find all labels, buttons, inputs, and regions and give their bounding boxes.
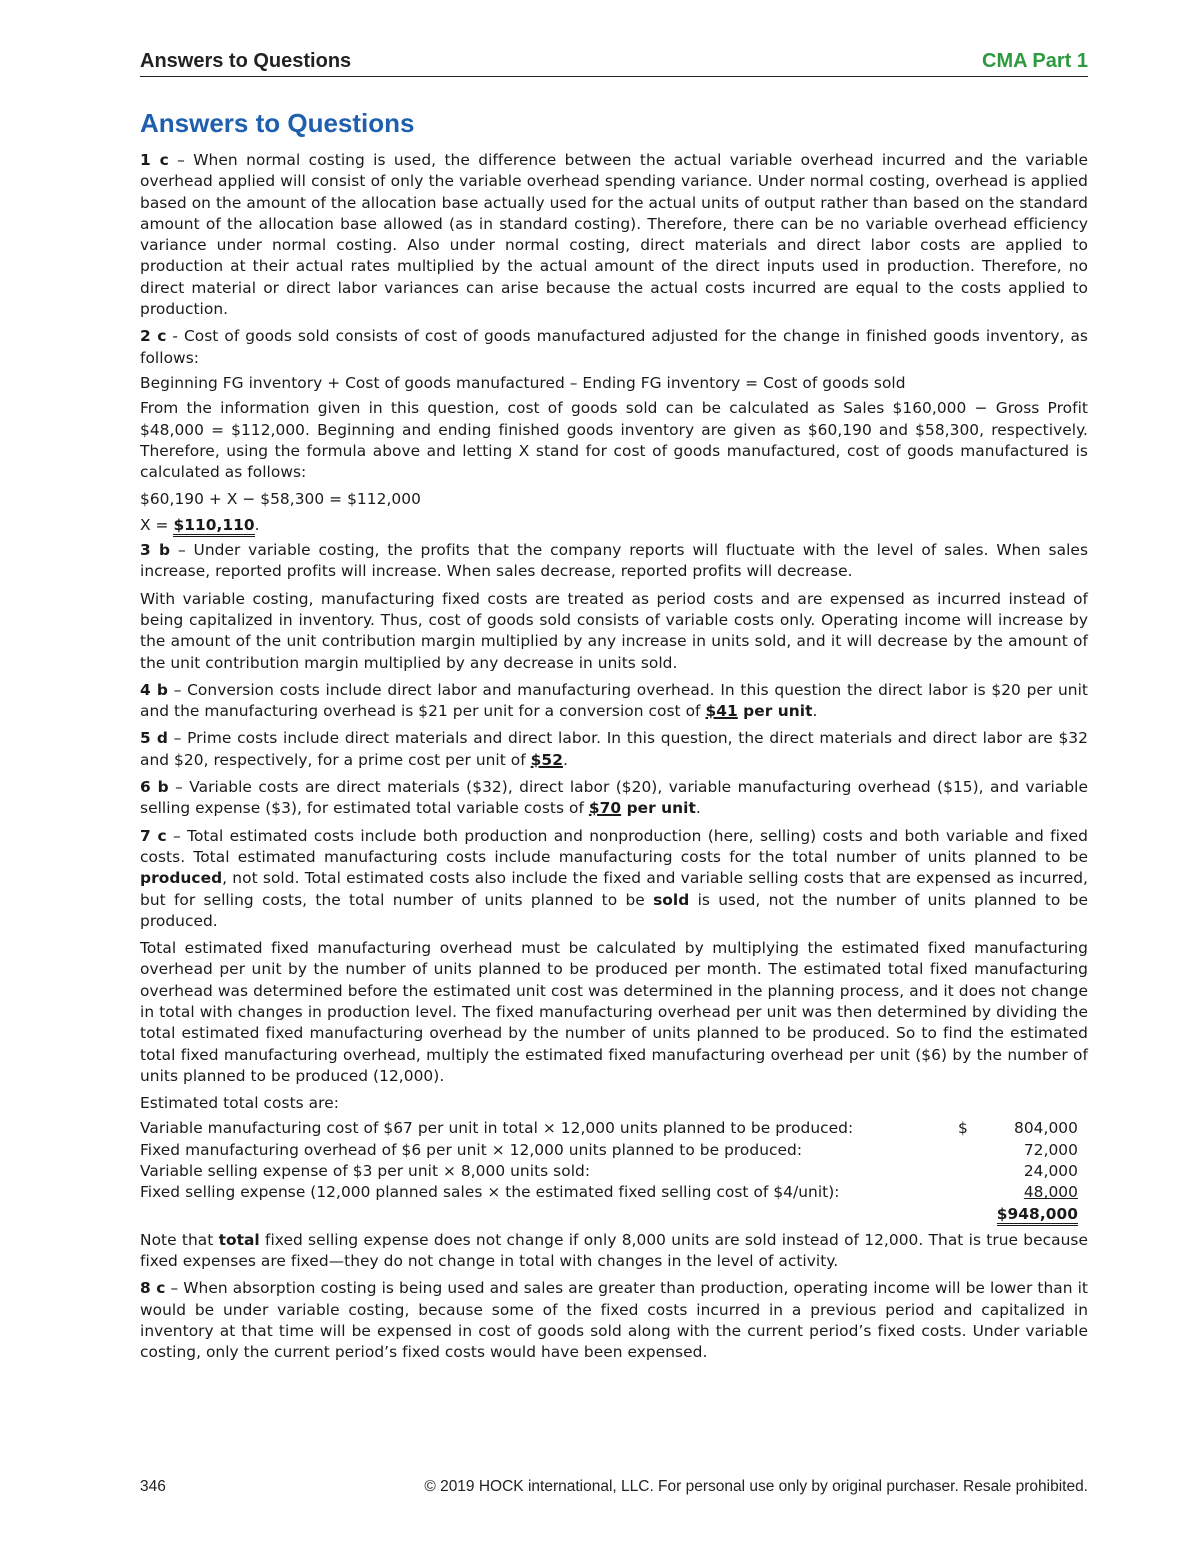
- answers-body: [140, 150, 1088, 1369]
- answer-6: [140, 777, 1088, 820]
- page-title: Answers to Questions: [140, 108, 415, 138]
- answer-7-note: [140, 1230, 1088, 1273]
- answer-4-text: – Conversion costs include direct labor and manufacturing overhead. In this question the direct labor is $20 per unit and the manufacturing overhead is $21 per unit for a conversion cost of: [140, 680, 1089, 721]
- answer-6-end: .: [695, 799, 701, 818]
- answer-2-x-suffix: .: [254, 515, 260, 534]
- answer-2-formula: Beginning FG inventory + Cost of goods manufactured – Ending FG inventory = Cost of goods sold: [140, 373, 906, 392]
- answer-8: [140, 1278, 1088, 1363]
- row-amount: 48,000: [1023, 1183, 1078, 1202]
- answer-5-value: $52: [530, 750, 563, 769]
- answer-2-solution: [140, 515, 1088, 536]
- answer-4-value: $41: [705, 702, 738, 721]
- answer-3-text: – Under variable costing, the profits that the company reports will fluctuate with the level of sales. When sales increase, reported profits will increase. When sales decrease, reported profits will decrease.: [140, 541, 1089, 581]
- row-description: Fixed manufacturing overhead of $6 per unit × 12,000 units planned to be produced:: [140, 1140, 803, 1159]
- answer-1: [140, 150, 1088, 320]
- answer-2-x-value: $110,110: [173, 516, 254, 537]
- document-page: [140, 0, 1088, 1553]
- answer-3-paragraph: With variable costing, manufacturing fixed costs are treated as period costs and are expensed as incurred instead of being capitalized in inventory. Thus, cost of goods sold consists of variable costs only. Operating income will increase by the amount of the unit contribution margin multiplied by any increase in units sold, and it will decrease by the amount of the unit contribution margin multiplied by any decrease in units sold.: [140, 589, 1088, 672]
- table-row: [140, 1161, 1078, 1182]
- answer-7-text-c: is used, not the number of units planned to be produced.: [140, 890, 1088, 930]
- answer-5-label: 5 d: [140, 729, 168, 748]
- running-header: [140, 50, 1088, 77]
- row-description: Variable manufacturing cost of $67 per unit in total × 12,000 units planned to be produced:: [140, 1119, 854, 1138]
- answer-7-text-a: – Total estimated costs include both production and nonproduction (here, selling) costs and both variable and fixed costs. Total estimated manufacturing costs include manufacturing costs for the total number of units planned to be: [140, 826, 1088, 866]
- answer-3: [140, 540, 1088, 583]
- row-amount: 72,000: [1023, 1140, 1078, 1159]
- answer-2: [140, 326, 1088, 369]
- answer-8-label: 8 c: [140, 1279, 166, 1298]
- row-description: Fixed selling expense (12,000 planned sales × the estimated fixed selling cost of $4/unit):: [140, 1183, 840, 1202]
- answer-1-text: – When normal costing is used, the difference between the actual variable overhead incurred and the variable overhead applied will consist of only the variable overhead spending variance. Under normal costing, overhead is applied based on the amount of the allocation base actually used for the actual units of output rather than based on the standard amount of the allocation base allowed (as in standard costing). Therefore, there can be no variable overhead efficiency variance under normal costing. Also under normal costing, direct materials and direct labor costs are applied to production at their actual rates multiplied by the actual amount of the direct inputs used in production. Therefore, no direct material or direct labor variances can arise because the actual costs incurred are equal to the costs applied to production.: [140, 151, 1088, 319]
- row-currency: [958, 1182, 978, 1203]
- answer-5-end: .: [562, 750, 568, 769]
- answer-3-label: 3 b: [140, 541, 171, 560]
- answer-2-label: 2 c: [140, 327, 167, 346]
- answer-7-bold-produced: produced: [140, 869, 223, 888]
- answer-8-text: – When absorption costing is being used and sales are greater than production, operating income will be lower than it would be under variable costing, because some of the fixed costs incurred in a previous period and capitalized in inventory at that time will be expensed in cost of goods sold along with the current period’s fixed costs. Under variable costing, only the current period’s fixed costs would have been expensed.: [140, 1279, 1088, 1362]
- row-amount: 24,000: [1023, 1162, 1078, 1181]
- answer-7-note-a: Note that: [140, 1230, 219, 1249]
- answer-6-label: 6 b: [140, 778, 169, 797]
- answer-7-table-intro: Estimated total costs are:: [140, 1094, 339, 1113]
- estimated-costs-table: [140, 1118, 1078, 1225]
- table-row: [140, 1182, 1078, 1203]
- header-section-title: Answers to Questions: [140, 50, 352, 72]
- answer-4-value-tail: per unit: [737, 702, 813, 721]
- table-total: $948,000: [997, 1205, 1078, 1226]
- row-description: Variable selling expense of $3 per unit × 8,000 units sold:: [140, 1162, 591, 1181]
- answer-7-text-b: , not sold. Total estimated costs also include the fixed and variable selling costs that are expensed as incurred, but for selling costs, the total number of units planned to be: [140, 869, 1088, 909]
- answer-6-value-tail: per unit: [621, 799, 696, 818]
- answer-1-label: 1 c: [140, 151, 169, 169]
- answer-5-text: – Prime costs include direct materials and direct labor. In this question, the direct materials and direct labor are $32 and $20, respectively, for a prime cost per unit of: [140, 729, 1088, 769]
- row-currency: [958, 1140, 978, 1161]
- answer-2-equation: $60,190 + X − $58,300 = $112,000: [140, 490, 421, 509]
- answer-7-label: 7 c: [140, 826, 167, 845]
- row-currency: [958, 1161, 978, 1182]
- row-currency: $: [958, 1119, 968, 1138]
- page-number: 346: [140, 1478, 166, 1495]
- answer-2-text: - Cost of goods sold consists of cost of goods manufactured adjusted for the change in finished goods inventory, as follows:: [140, 327, 1088, 367]
- answer-6-text: – Variable costs are direct materials ($32), direct labor ($20), variable manufacturing overhead ($15), and variable selling expense ($3), for estimated total variable costs of: [140, 778, 1089, 818]
- answer-6-value: $70: [588, 799, 622, 818]
- answer-4: [140, 680, 1088, 723]
- answer-7-note-b: fixed selling expense does not change if only 8,000 units are sold instead of 12,000. That is true because fixed expenses are fixed—they do not change in total with changes in the level of activity.: [140, 1230, 1088, 1270]
- answer-4-label: 4 b: [140, 680, 168, 699]
- answer-7-bold-sold: sold: [653, 890, 690, 909]
- header-course-title: CMA Part 1: [982, 50, 1088, 72]
- answer-5: [140, 728, 1088, 771]
- copyright-notice: © 2019 HOCK international, LLC. For personal use only by original purchaser. Resale prohibited.: [424, 1478, 1088, 1495]
- table-row: [140, 1140, 1078, 1161]
- row-amount: 804,000: [1014, 1119, 1078, 1138]
- table-total-row: [140, 1204, 1078, 1226]
- answer-7-note-bold: total: [218, 1230, 260, 1249]
- answer-2-paragraph: From the information given in this question, cost of goods sold can be calculated as Sales $160,000 − Gross Profit $48,000 = $112,000. Beginning and ending finished goods inventory are given as $60,190 and $58,300, respectively. Therefore, using the formula above and letting X stand for cost of goods manufactured, cost of goods manufactured is calculated as follows:: [140, 399, 1088, 482]
- answer-7-paragraph: Total estimated fixed manufacturing overhead must be calculated by multiplying the estimated fixed manufacturing overhead per unit by the number of units planned to be produced per month. The estimated total fixed manufacturing overhead was determined before the estimated unit cost was determined in the planning process, and it does not change in total with changes in production level. The fixed manufacturing overhead per unit was then determined by dividing the total estimated fixed manufacturing overhead by the number of units planned to be produced. So to find the estimated total fixed manufacturing overhead, multiply the estimated fixed manufacturing overhead per unit ($6) by the number of units planned to be produced (12,000).: [140, 939, 1088, 1085]
- answer-2-x-prefix: X =: [140, 515, 174, 534]
- answer-7: [140, 826, 1088, 932]
- table-row: [140, 1118, 1078, 1139]
- answer-4-end: .: [812, 702, 818, 721]
